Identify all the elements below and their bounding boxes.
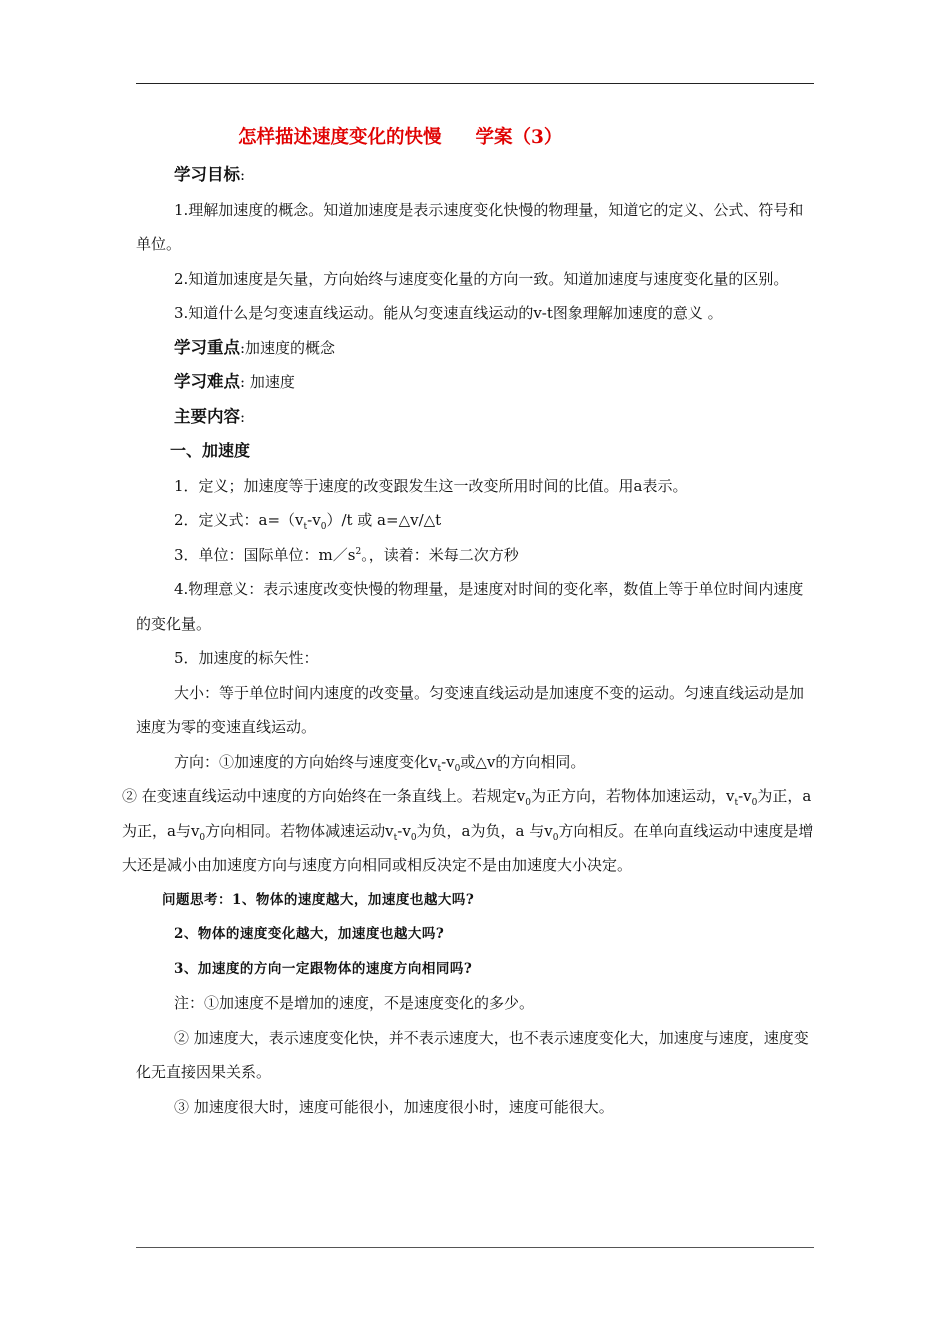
main-content-label: 主要内容 [174, 406, 240, 426]
circle2-sub-0c: 0 [199, 832, 206, 843]
formula-suffix: ）/t 或 a=△v/△t [326, 511, 442, 529]
title-sub: 学案（3） [475, 127, 563, 148]
circle2-sub-0d: 0 [410, 832, 417, 843]
question-1: 问题思考：1、物体的速度越大，加速度也越大吗? [162, 891, 475, 908]
circle2-b: 为正方向，若物体加速运动，v [530, 787, 735, 805]
difficulty-label: 学习难点 [174, 372, 240, 391]
note-1: 注：①加速度不是增加的速度，不是速度变化的多少。 [174, 994, 535, 1012]
circle2-f: -v [397, 821, 411, 840]
header-rule [136, 83, 814, 84]
physical-meaning: 4.物理意义：表示速度改变快慢的物理量，是速度对时间的变化率，数值上等于单位时间内速度的变化量。 [136, 580, 804, 633]
circle2-d: 为正，a为正，a与v [122, 787, 812, 840]
document-body [122, 118, 814, 1124]
circle2-a: ② 在变速直线运动中速度的方向始终在一条直线上。若规定v [122, 787, 526, 805]
circle2-e: 方向相同。若物体减速运动v [205, 821, 394, 840]
circle2-g: 为负，a为负，a 与v [416, 821, 553, 840]
circle2-c: -v [738, 787, 752, 805]
direction-mid: -v [441, 752, 455, 771]
goals-heading [136, 158, 814, 193]
direction-prefix: 方向：①加速度的方向始终与速度变化v [174, 752, 438, 771]
vector-heading: 5．加速度的标矢性： [174, 649, 319, 667]
note-3: ③ 加速度很大时，速度可能很小，加速度很小时，速度可能很大。 [174, 1097, 614, 1116]
difficulty [136, 365, 814, 400]
goal-item-2: 2.知道加速度是矢量，方向始终与速度变化量的方向一致。知道加速度与速度变化量的区别。 [174, 269, 789, 288]
title-main: 怎样描述速度变化的快慢 [238, 127, 442, 148]
key-point [136, 331, 814, 366]
formula-sub-t: t [303, 522, 308, 532]
formula [136, 503, 814, 538]
direction [136, 745, 814, 780]
circle2-sub-tb: t [393, 832, 398, 843]
circle2-h: 方向相反。在单向直线运动中速度是增大还是减小由加速度方向与速度方向相同或相反决定不是由加速度大小决定。 [122, 821, 814, 874]
circle2-sub-0e: 0 [552, 832, 559, 843]
circle2-sub-0a: 0 [525, 798, 531, 808]
goals-label: 学习目标 [174, 165, 240, 184]
formula-sub-0: 0 [320, 522, 327, 532]
unit-prefix: 3．单位：国际单位：m／s [174, 545, 356, 564]
goals-colon: : [240, 166, 246, 184]
main-content-heading [136, 400, 814, 435]
key-point-label: 学习重点 [174, 337, 240, 357]
unit [136, 538, 814, 573]
goal-item-1: 1.理解加速度的概念。知道加速度是表示速度变化快慢的物理量，知道它的定义、公式、符号和单位。 [136, 200, 804, 253]
magnitude: 大小：等于单位时间内速度的改变量。匀变速直线运动是加速度不变的运动。匀速直线运动是加速度为零的变速直线运动。 [136, 683, 805, 736]
unit-suffix: 。，读着：米每二次方秒 [361, 545, 519, 564]
note-2: ② 加速度大，表示速度变化快，并不表示速度大，也不表示速度变化大，加速度与速度，速度变化无直接因果关系。 [136, 1028, 809, 1081]
direction-circle-2 [122, 779, 814, 883]
circle2-sub-ta: t [734, 798, 739, 808]
difficulty-text: : 加速度 [240, 373, 295, 391]
question-3: 3、加速度的方向一定跟物体的速度方向相同吗? [174, 960, 473, 977]
key-point-text: :加速度的概念 [240, 338, 336, 357]
question-2: 2、物体的速度变化越大，加速度也越大吗? [174, 926, 445, 942]
unit-sup: 2 [355, 546, 362, 557]
definition: 1．定义；加速度等于速度的改变跟发生这一改变所用时间的比值。用a表示。 [174, 476, 688, 495]
main-content-colon: : [240, 407, 246, 426]
footer-rule [136, 1247, 814, 1248]
goal-item-3: 3.知道什么是匀变速直线运动。能从匀变速直线运动的v-t图象理解加速度的意义 。 [174, 304, 723, 322]
page-title [238, 118, 814, 158]
direction-sub-0: 0 [454, 763, 461, 774]
formula-prefix: 2．定义式：a=（v [174, 511, 304, 529]
formula-mid: -v [307, 511, 321, 529]
circle2-sub-0b: 0 [751, 798, 758, 808]
direction-sub-t: t [437, 763, 442, 774]
section-heading: 一、加速度 [170, 441, 251, 460]
direction-suffix: 或△v的方向相同。 [460, 752, 586, 771]
